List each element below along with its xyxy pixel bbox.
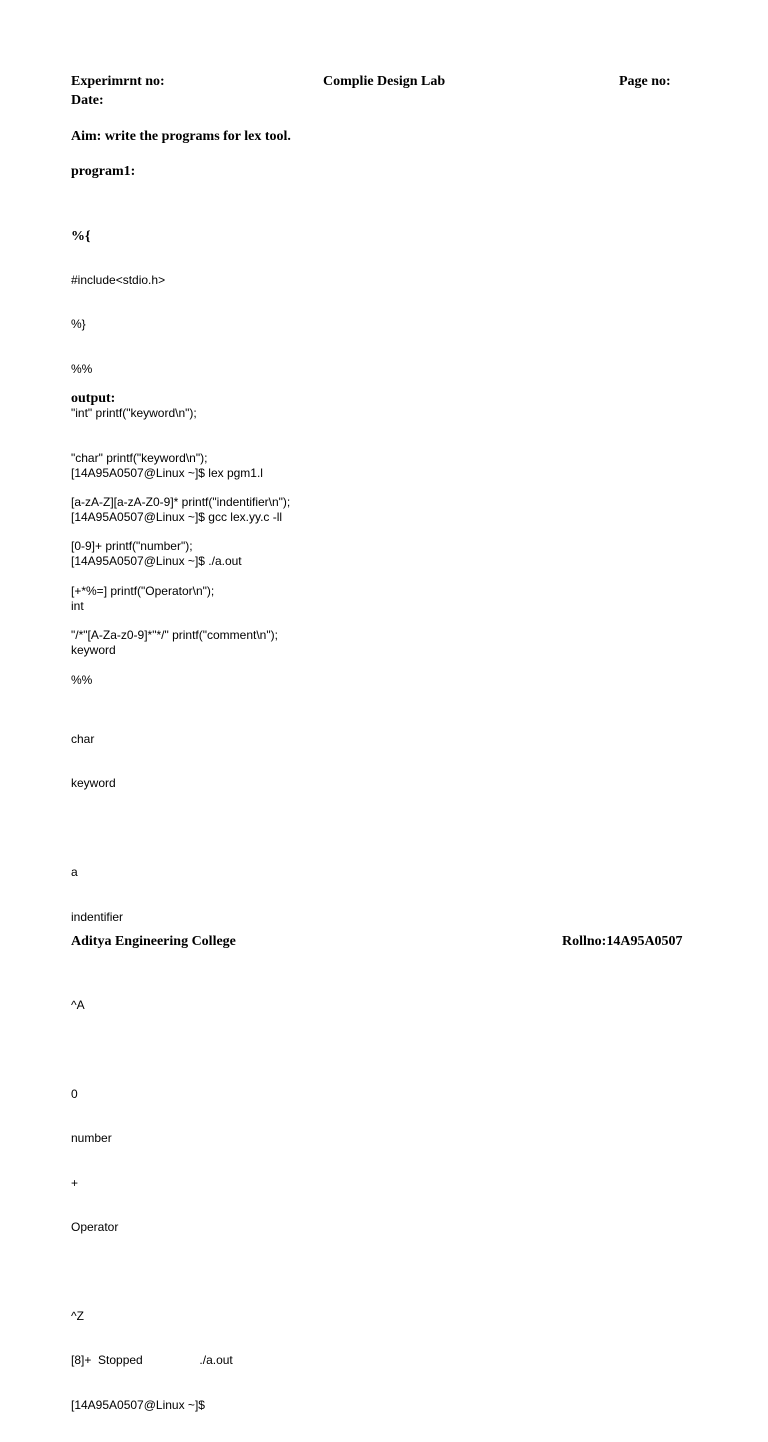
output-line: [14A95A0507@Linux ~]$ xyxy=(71,1397,205,1412)
code-line: [a-zA-Z][a-zA-Z0-9]* printf("indentifier\n"); xyxy=(71,494,291,509)
footer-rollno: Rollno:14A95A0507 xyxy=(562,934,683,949)
program-heading: program1: xyxy=(71,164,136,179)
code-line: [0-9]+ printf("number"); xyxy=(71,539,193,554)
output-line: ^Z xyxy=(71,1309,84,1324)
output-line: indentifier xyxy=(71,909,124,924)
code-line: "int" printf("keyword\n"); xyxy=(71,406,197,421)
code-line: "/*"[A-Za-z0-9]*"*/" printf("comment\n"); xyxy=(71,628,278,643)
output-line: keyword xyxy=(71,643,116,658)
code-line: %% xyxy=(71,361,93,376)
output-line xyxy=(71,1043,282,1058)
code-line: "char" printf("keyword\n"); xyxy=(71,450,208,465)
output-line: ^A xyxy=(71,998,85,1013)
output-line: [14A95A0507@Linux ~]$ gcc lex.yy.c -ll xyxy=(71,509,283,524)
page-number-label: Page no: xyxy=(619,74,671,89)
code-line: #include<stdio.h> xyxy=(71,272,166,287)
footer-college: Aditya Engineering College xyxy=(71,934,236,949)
output-line: Operator xyxy=(71,1220,119,1235)
output-line: keyword xyxy=(71,776,116,791)
aim-heading: Aim: write the programs for lex tool. xyxy=(71,129,291,144)
experiment-label: Experimrnt no: xyxy=(71,74,165,89)
output-line: [8]+ Stopped ./a.out xyxy=(71,1353,233,1368)
output-line: a xyxy=(71,865,78,880)
output-line: [14A95A0507@Linux ~]$ ./a.out xyxy=(71,554,242,569)
code-line: [+*%=] printf("Operator\n"); xyxy=(71,583,215,598)
output-line: 0 xyxy=(71,1087,78,1102)
code-line: %} xyxy=(71,317,86,332)
date-label: Date: xyxy=(71,93,104,108)
code-line: %% xyxy=(71,672,93,687)
output-line: [14A95A0507@Linux ~]$ lex pgm1.l xyxy=(71,465,263,480)
output-line xyxy=(71,954,282,969)
lab-title: Complie Design Lab xyxy=(323,74,446,89)
output-line xyxy=(71,688,282,703)
output-line: + xyxy=(71,1175,79,1190)
code-line: %{ xyxy=(71,228,91,244)
output-heading: output: xyxy=(71,391,116,406)
output-line: char xyxy=(71,731,95,746)
output-line xyxy=(71,821,282,836)
output-line: number xyxy=(71,1131,112,1146)
output-line: int xyxy=(71,598,84,613)
output-line xyxy=(71,1265,282,1280)
